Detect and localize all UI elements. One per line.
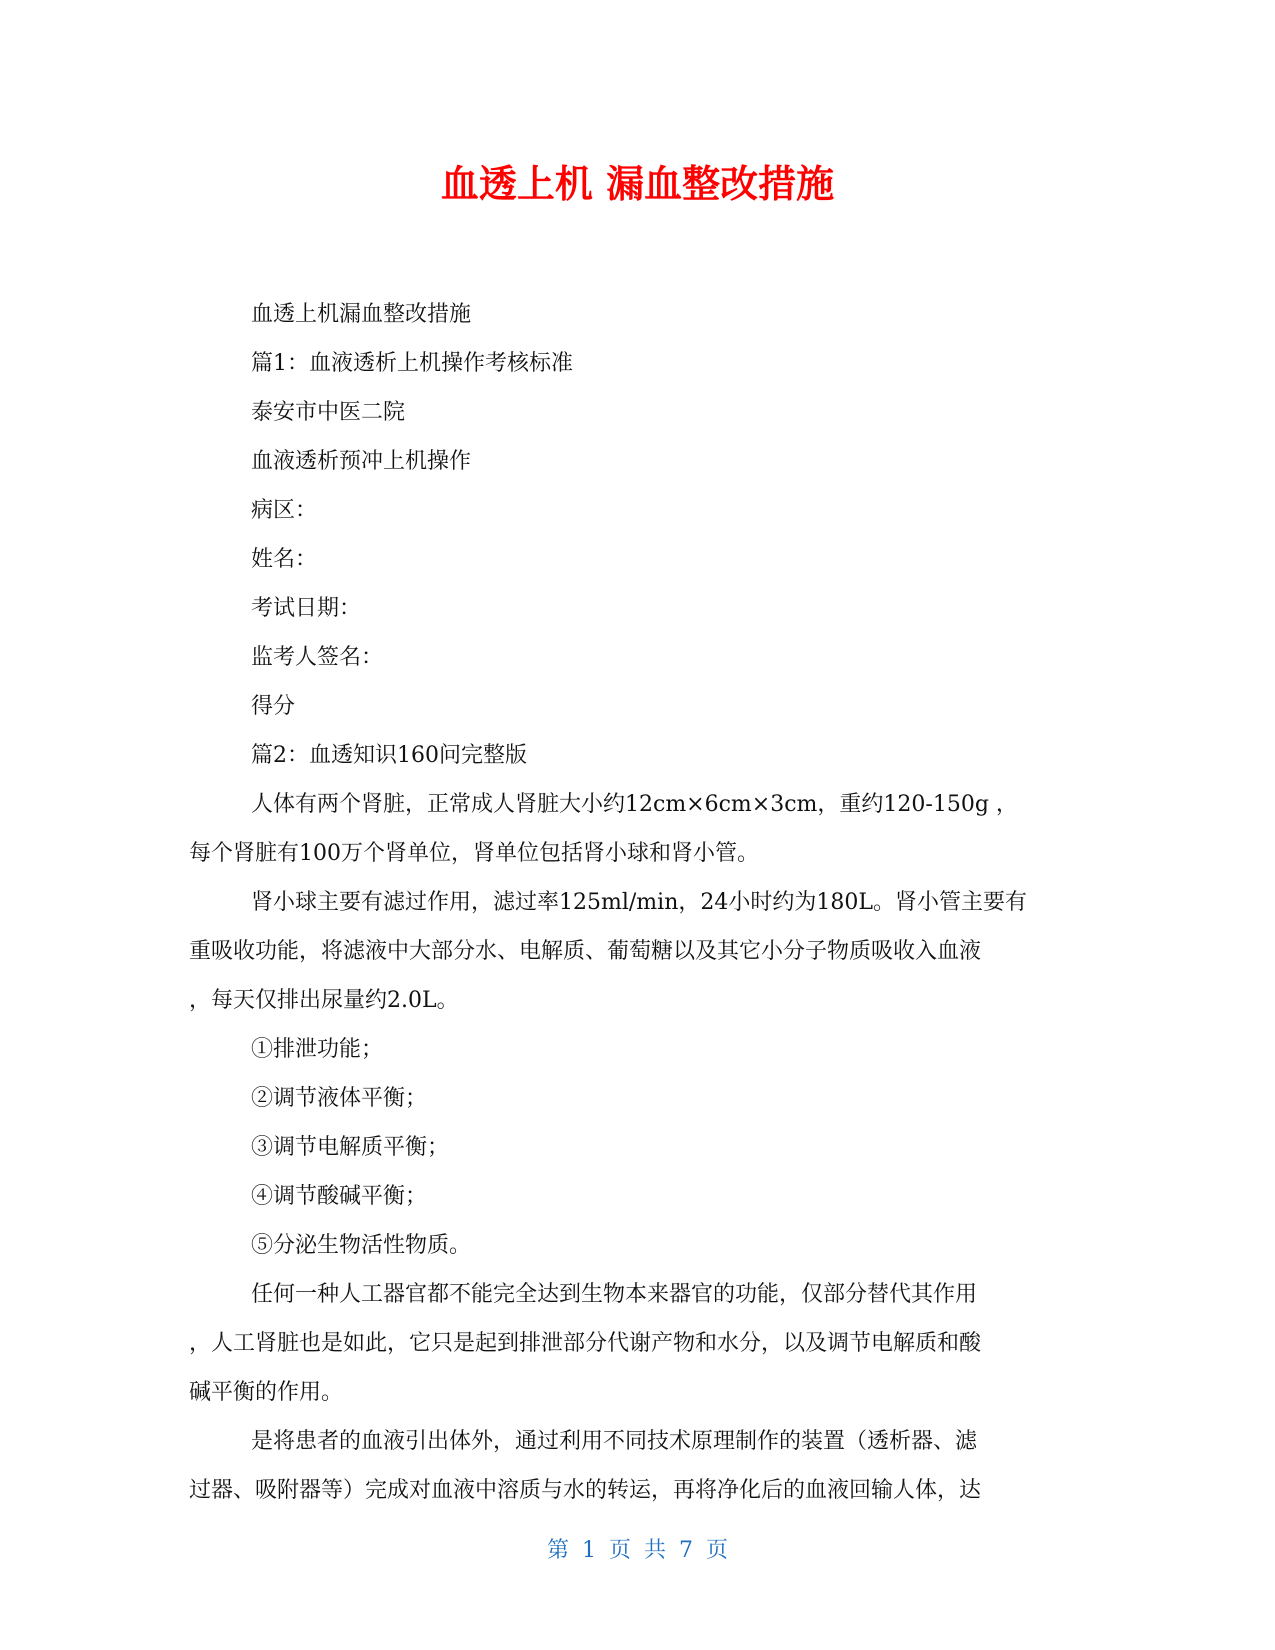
- body-line: 肾小球主要有滤过作用，滤过率125ml/min，24小时约为180L。肾小管主要有: [251, 890, 1027, 915]
- footer-label-total: 共: [644, 1538, 667, 1563]
- body-line: ，人工肾脏也是如此，它只是起到排泄部分代谢产物和水分，以及调节电解质和酸: [189, 1331, 982, 1356]
- body-line: 过器、吸附器等）完成对血液中溶质与水的转运，再将净化后的血液回输人体，达: [189, 1478, 982, 1503]
- list-item: ①排泄功能；: [251, 1037, 384, 1062]
- body-line: 篇1：血液透析上机操作考核标准: [251, 351, 573, 376]
- footer-label-page: 第: [546, 1538, 569, 1563]
- list-item: ③调节电解质平衡；: [251, 1135, 450, 1160]
- form-field-exam-date: 考试日期：: [251, 596, 362, 621]
- body-line: 重吸收功能，将滤液中大部分水、电解质、葡萄糖以及其它小分子物质吸收入血液: [189, 939, 982, 964]
- body-line: 任何一种人工器官都不能完全达到生物本来器官的功能，仅部分替代其作用: [251, 1282, 978, 1307]
- body-line: 血透上机漏血整改措施: [251, 302, 472, 327]
- form-field-ward: 病区：: [251, 498, 318, 523]
- footer-label-page-unit: 页: [608, 1538, 631, 1563]
- body-line: 碱平衡的作用。: [189, 1380, 344, 1405]
- form-field-name: 姓名：: [251, 547, 318, 572]
- footer-total-pages: 7: [679, 1538, 694, 1563]
- page-footer: [0, 1536, 1275, 1566]
- document-body: [189, 290, 1094, 1515]
- list-item: ②调节液体平衡；: [251, 1086, 428, 1111]
- body-line: 泰安市中医二院: [251, 400, 406, 425]
- form-field-proctor-signature: 监考人签名：: [251, 645, 384, 670]
- form-field-score: 得分: [251, 694, 296, 719]
- list-item: ⑤分泌生物活性物质。: [251, 1233, 472, 1258]
- body-line: 人体有两个肾脏，正常成人肾脏大小约12cm×6cm×3cm，重约120-150g ，: [251, 792, 1018, 817]
- footer-page-number: 1: [581, 1538, 596, 1563]
- body-line: ，每天仅排出尿量约2.0L。: [189, 988, 459, 1013]
- body-line: 每个肾脏有100万个肾单位，肾单位包括肾小球和肾小管。: [189, 841, 759, 866]
- document-title: 血透上机 漏血整改措施: [440, 162, 835, 206]
- list-item: ④调节酸碱平衡；: [251, 1184, 428, 1209]
- body-line: 是将患者的血液引出体外，通过利用不同技术原理制作的装置（透析器、滤: [251, 1429, 978, 1454]
- footer-label-total-unit: 页: [706, 1538, 729, 1563]
- section-heading: 篇2：血透知识160问完整版: [251, 743, 527, 768]
- body-line: 血液透析预冲上机操作: [251, 449, 472, 474]
